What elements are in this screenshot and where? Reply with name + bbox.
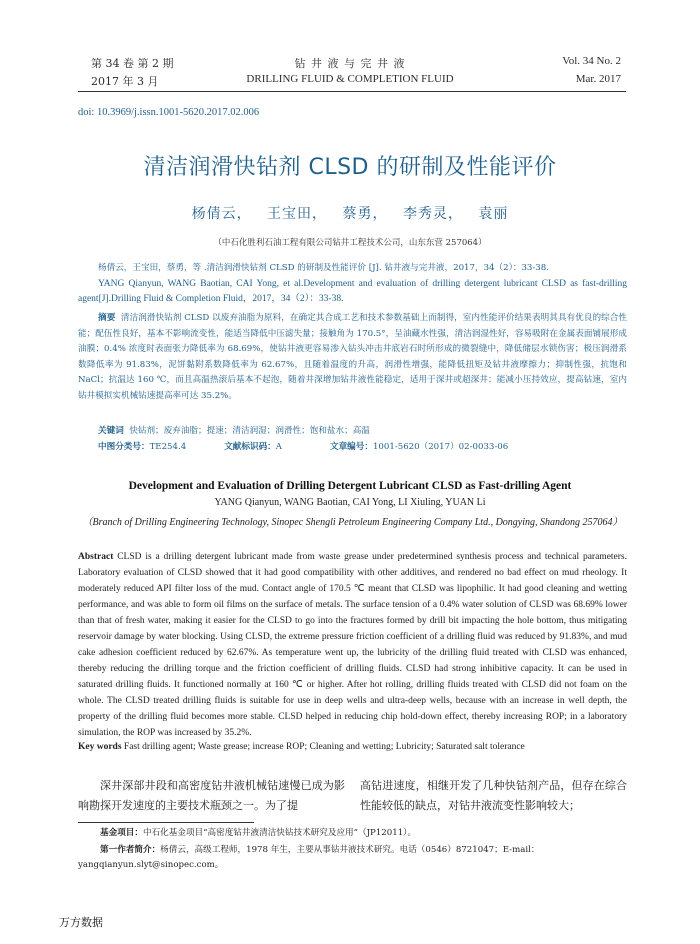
author-note-text: 杨倩云，高级工程师，1978 年生，主要从事钻井液技术研究。电话（0546）8721047；E-mail：yangqianyun.slyt@sinopec.com。	[78, 845, 540, 870]
body-column-right: 高钻进速度，相继开发了几种快钻剂产品，但存在综合性能较低的缺点，对钻井液流变性影响较大；	[360, 779, 627, 812]
english-title: Development and Evaluation of Drilling Detergent Lubricant CLSD as Fast-drilling Agent	[128, 480, 572, 492]
watermark: 万方数据	[59, 916, 103, 929]
footnote-author	[78, 843, 627, 873]
author-note-label: 第一作者简介：	[100, 845, 161, 855]
citation-cn: 杨倩云，王宝田，蔡勇，等 .清洁润滑快钻剂 CLSD 的研制及性能评价 [J]. 钻井液与完井液，2017，34（2）：33-38.	[98, 263, 549, 273]
english-keywords-label: Key words	[78, 742, 122, 752]
classification-line	[78, 440, 627, 456]
keywords-cn-text: 快钻剂；废弃油脂；提速；清洁润湿；润滑性；饱和盐水；高温	[129, 426, 370, 436]
abstract-cn-label: 摘要	[98, 313, 116, 323]
english-keywords	[78, 742, 627, 752]
fund-text: 中石化基金项目“高密度钻井液清洁快钻技术研究及应用”（JP12011）。	[142, 828, 417, 838]
clc-value: TE254.4	[149, 442, 187, 452]
article-no-value: 1001-5620（2017）02-0033-06	[372, 442, 509, 452]
author-list: 杨倩云， 王宝田， 蔡勇， 李秀灵， 袁丽	[191, 206, 509, 222]
english-abstract	[78, 549, 627, 741]
abstract-cn-text: 清洁润滑快钻剂 CLSD 以废弃油脂为原料，在确定其合成工艺和技术参数基础上而制得，室内性能评价结果表明其具有优良的综合性能；配伍性良好，基本不影响流变性，能适当降低中压滤失量；接触角为 170.5°，呈油藏水性强，清洁润湿性好，容易吸附在金属表面铺展形成油膜；0.4% 浓度时表面张力降低率为 68.69%，使钻井液更容易渗入钻头冲击井底岩石时所形成的微裂缝中，降低储层水锁伤害；极压润滑系数降低率为 91.83%，泥饼黏附系数降低率为 62.67%，且随着温度的升高，润滑性增强，能降低扭矩及钻井液摩擦力；抑制性强，抗饱和 NaCl；抗温达 160 ℃，而且高温热滚后基本不起泡，随着井深增加钻井液性能稳定，适用于深井或超深井；能减小压持效应，提高钻速，室内钻井模拟实机械钻速提高率可达 35.2%。	[78, 313, 627, 401]
header-rule	[78, 91, 626, 92]
header-journal-cn: 钻 井 液 与 完 井 液	[294, 57, 406, 70]
english-abstract-label: Abstract	[78, 552, 114, 562]
clc-label: 中图分类号：	[98, 442, 150, 452]
header-vol-en: Vol. 34 No. 2	[562, 55, 621, 67]
doi[interactable]: doi: 10.3969/j.issn.1001-5620.2017.02.006	[78, 107, 260, 118]
header-volume: 第 34 卷 第 2 期	[91, 57, 174, 70]
fund-label: 基金项目：	[100, 828, 143, 838]
header-date: 2017 年 3 月	[91, 75, 159, 88]
paper-title: 清洁润滑快钻剂 CLSD 的研制及性能评价	[143, 155, 557, 180]
header-journal-en: DRILLING FLUID & COMPLETION FLUID	[246, 73, 454, 85]
affiliation: （中石化胜利石油工程有限公司钻井工程技术公司，山东东营 257064）	[213, 238, 487, 248]
citation-block	[78, 261, 627, 308]
body-column-left: 深井深部井段和高密度钻井液机械钻速慢已成为影响勘探开发速度的主要技术瓶颈之一。为了提	[78, 779, 345, 812]
doc-code-label: 文献标识码：	[224, 442, 276, 452]
keywords-cn-label: 关键词	[98, 426, 124, 436]
english-keywords-text: Fast drilling agent; Waste grease; increase ROP; Cleaning and wetting; Lubricity; Saturated salt tolerance	[123, 742, 525, 752]
article-no-label: 文章编号：	[329, 442, 373, 452]
citation-en: YANG Qianyun, WANG Baotian, CAI Yong, et al.Development and evaluation of drilling detergent lubricant CLSD as fast-drilling agent[J].Drilling Fluid & Completion Fluid，2017，34（2）：33-38.	[78, 278, 627, 305]
doc-code-value: A	[275, 442, 282, 452]
english-abstract-text: CLSD is a drilling detergent lubricant made from waste grease under predetermined synthesis process and technical parameters. Laboratory evaluation of CLSD showed that it had good compatibility with other additives, and rendered no bad effect on mud rheology. It moderately reduced API filter loss of the mud. Contact angle of 170.5 ℃ meant that CLSD was lipophilic. It had good cleaning and wetting performance, and was able to form oil films on the surface of metals. The surface tension of a 0.4% water solution of CLSD was 68.69% lower than that of fresh water, making it easier for the CLSD to go into the fractures formed by drill bit impacting the hole bottom, thus mitigating reservoir damage by water blocking. Using CLSD, the extreme pressure friction coefficient of a drilling fluid was reduced by 91.83%, and mud cake adhesion coefficient reduced by 62.67%. As temperature went up, the lubricity of the drilling fluid treated with CLSD was enhanced, thereby reducing the drilling torque and the friction coefficient of drilling fluids. CLSD had strong inhibitive capacity. It can be used in saturated drilling fluids. It functioned normally at 160 ℃ or higher. After hot rolling, drilling fluids treated with CLSD did not foam on the whole. The CLSD treated drilling fluids is suitable for use in deep wells and ultra-deep wells, because with an increase in well depth, the property of the drilling fluid becomes more stable. CLSD helped in reducing chip hold-down effect, thereby increasing ROP; in a laboratory simulation, the ROP was increased by 35.2%.	[78, 552, 628, 738]
footnote-rule	[78, 822, 254, 823]
keywords-cn	[78, 424, 627, 440]
footnote-fund	[78, 826, 627, 841]
abstract-cn	[78, 311, 627, 405]
header-date-en: Mar. 2017	[575, 73, 621, 85]
english-affiliation: （Branch of Drilling Engineering Technology, Sinopec Shengli Petroleum Engineering Company Ltd., Dongying, Shandong 257064）	[82, 517, 623, 528]
english-authors: YANG Qianyun, WANG Baotian, CAI Yong, LI Xiuling, YUAN Li	[214, 497, 486, 508]
